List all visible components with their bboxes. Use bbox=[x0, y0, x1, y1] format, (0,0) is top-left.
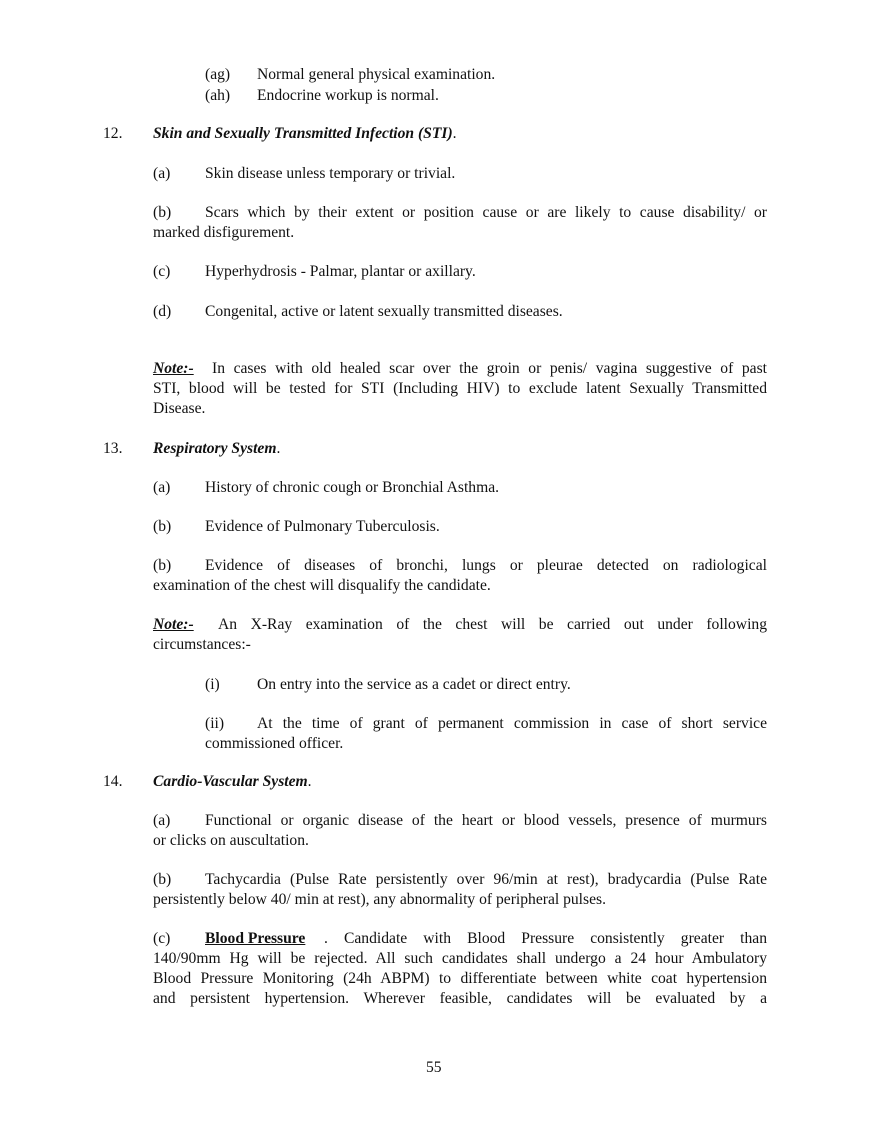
item-text-line: or clicks on auscultation. bbox=[153, 832, 309, 849]
item-tag: (a) bbox=[153, 479, 171, 496]
item-text-line: Scars which by their extent or position cause or are likely to cause disability/ or bbox=[205, 204, 767, 221]
section-title-text: Respiratory System bbox=[153, 440, 277, 457]
section-title-end: . bbox=[307, 773, 312, 790]
section-number: 14. bbox=[103, 773, 123, 790]
item-text-line: Functional or organic disease of the heart or blood vessels, presence of murmurs bbox=[205, 812, 767, 829]
item-tag: (ag) bbox=[205, 66, 231, 83]
item-tag: (i) bbox=[205, 676, 220, 693]
item-text: Congenital, active or latent sexually transmitted diseases. bbox=[205, 303, 563, 320]
section-title bbox=[153, 124, 457, 144]
section-title-text: Skin and Sexually Transmitted Infection (STI) bbox=[153, 125, 453, 142]
item-text: Hyperhydrosis - Palmar, plantar or axillary. bbox=[205, 263, 476, 280]
section-number: 13. bbox=[103, 440, 123, 457]
item-text: History of chronic cough or Bronchial Asthma. bbox=[205, 479, 500, 496]
note-text-line: circumstances:- bbox=[153, 636, 251, 653]
note-label: Note:- bbox=[153, 616, 194, 633]
item-text-line: . Candidate with Blood Pressure consistently greater than bbox=[324, 930, 767, 947]
item-tag: (d) bbox=[153, 303, 172, 320]
item-text: Evidence of Pulmonary Tuberculosis. bbox=[205, 518, 440, 535]
section-title bbox=[153, 439, 280, 459]
section-title-end: . bbox=[276, 440, 281, 457]
item-text: Skin disease unless temporary or trivial. bbox=[205, 165, 456, 182]
item-text-line: persistently below 40/ min at rest), any abnormality of peripheral pulses. bbox=[153, 891, 606, 908]
item-tag: (ah) bbox=[205, 87, 231, 104]
item-tag: (c) bbox=[153, 930, 171, 947]
item-tag: (b) bbox=[153, 518, 172, 535]
note-text-line: An X-Ray examination of the chest will be carried out under following bbox=[218, 616, 767, 633]
item-tag: (b) bbox=[153, 204, 172, 221]
item-text-line: At the time of grant of permanent commission in case of short service bbox=[257, 715, 767, 732]
item-text-line: 140/90mm Hg will be rejected. All such candidates shall undergo a 24 hour Ambulatory bbox=[153, 950, 767, 967]
section-title-text: Cardio-Vascular System bbox=[153, 773, 308, 790]
item-text: On entry into the service as a cadet or direct entry. bbox=[257, 676, 571, 693]
item-text-line: and persistent hypertension. Wherever feasible, candidates will be evaluated by a bbox=[153, 990, 767, 1007]
item-tag: (b) bbox=[153, 871, 172, 888]
item-tag: (ii) bbox=[205, 715, 225, 732]
page-number: 55 bbox=[426, 1059, 442, 1076]
item-text: Normal general physical examination. bbox=[257, 66, 496, 83]
item-text-line: examination of the chest will disqualify the candidate. bbox=[153, 577, 491, 594]
note-text-line: STI, blood will be tested for STI (Including HIV) to exclude latent Sexually Transmitted bbox=[153, 380, 767, 397]
item-text-line: Blood Pressure Monitoring (24h ABPM) to differentiate between white coat hypertension bbox=[153, 970, 767, 987]
item-text-line: marked disfigurement. bbox=[153, 224, 295, 241]
section-number: 12. bbox=[103, 125, 123, 142]
section-title bbox=[153, 772, 312, 792]
note-text-line: Disease. bbox=[153, 400, 206, 417]
item-text-line: Evidence of diseases of bronchi, lungs or pleurae detected on radiological bbox=[205, 557, 767, 574]
item-tag: (a) bbox=[153, 812, 171, 829]
item-text-line: commissioned officer. bbox=[205, 735, 344, 752]
item-tag: (b) bbox=[153, 557, 172, 574]
item-text-line: Tachycardia (Pulse Rate persistently over 96/min at rest), bradycardia (Pulse Rate bbox=[205, 871, 767, 888]
item-text: Endocrine workup is normal. bbox=[257, 87, 439, 104]
note-label: Note:- bbox=[153, 360, 194, 377]
note-text-line: In cases with old healed scar over the groin or penis/ vagina suggestive of past bbox=[212, 360, 767, 377]
item-tag: (a) bbox=[153, 165, 171, 182]
section-title-end: . bbox=[452, 125, 457, 142]
blood-pressure-label: Blood Pressure bbox=[205, 930, 306, 947]
item-tag: (c) bbox=[153, 263, 171, 280]
